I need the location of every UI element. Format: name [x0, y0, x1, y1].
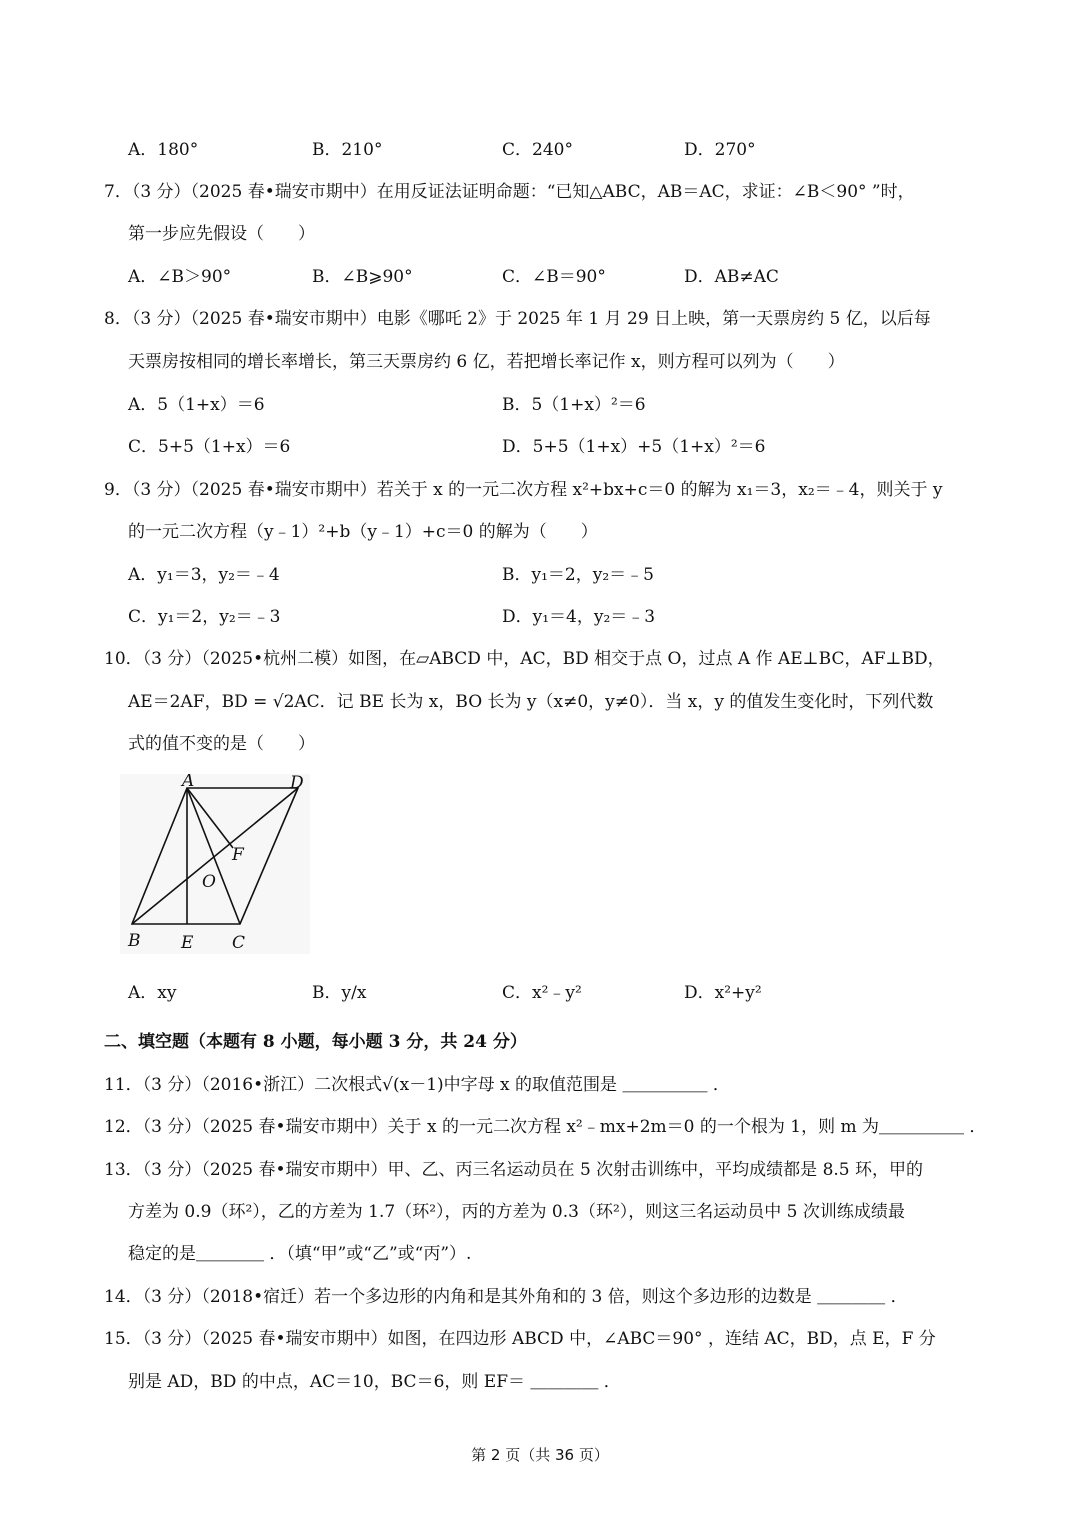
q8-option-a: A．5（1+x）＝6 — [128, 395, 265, 415]
label-a: A — [182, 774, 195, 791]
label-c: C — [232, 933, 246, 953]
q10-text-line2: AE＝2AF，BD = √2AC．记 BE 长为 x，BO 长为 y（x≠0，y≠0）．当 x，y 的值发生变化时，下列代数 — [128, 692, 934, 712]
q9-option-b: B．y₁＝2，y₂＝﹣5 — [502, 565, 654, 585]
q10-option-b: B．y/x — [312, 983, 367, 1003]
q6-option-b: B．210° — [312, 140, 383, 160]
q13-text-line2: 方差为 0.9（环²），乙的方差为 1.7（环²），丙的方差为 0.3（环²），则这三名运动员中 5 次训练成绩最 — [128, 1202, 905, 1222]
label-e: E — [181, 933, 194, 953]
q13-text-line3: 稳定的是＿＿＿＿ ．（填“甲”或“乙”或“丙”）. — [128, 1244, 472, 1264]
q13-text-line1: 13．（3 分）（2025 春•瑞安市期中）甲、乙、丙三名运动员在 5 次射击训练中，平均成绩都是 8.5 环，甲的 — [104, 1160, 924, 1180]
q9-option-a: A．y₁＝3，y₂＝﹣4 — [128, 565, 280, 585]
q9-text-line1: 9．（3 分）（2025 春•瑞安市期中）若关于 x 的一元二次方程 x²+bx+c＝0 的解为 x₁＝3，x₂＝﹣4，则关于 y — [104, 480, 943, 500]
q8-option-d: D．5+5（1+x）+5（1+x）²＝6 — [502, 437, 766, 457]
q9-option-c: C．y₁＝2，y₂＝﹣3 — [128, 607, 281, 627]
q15-text-line2: 别是 AD，BD 的中点，AC＝10，BC＝6，则 EF＝ ＿＿＿＿ ． — [128, 1372, 621, 1392]
q10-text-line1: 10．（3 分）（2025•杭州二模）如图，在▱ABCD 中，AC，BD 相交于点 O，过点 A 作 AE⊥BC，AF⊥BD， — [104, 649, 945, 669]
label-f: F — [232, 845, 244, 865]
q6-option-a: A．180° — [128, 140, 199, 160]
q7-option-b: B．∠B⩾90° — [312, 267, 413, 287]
section-2-heading: 二、填空题（本题有 8 小题，每小题 3 分，共 24 分） — [104, 1032, 527, 1052]
q11-text: 11．（3 分）（2016•浙江）二次根式√(x－1)中字母 x 的取值范围是 ＿＿＿＿＿ ． — [104, 1075, 730, 1095]
q6-option-c: C．240° — [502, 140, 573, 160]
q8-option-c: C．5+5（1+x）＝6 — [128, 437, 291, 457]
q8-text-line1: 8．（3 分）（2025 春•瑞安市期中）电影《哪吒 2》于 2025 年 1 月 29 日上映，第一天票房约 5 亿，以后每 — [104, 309, 931, 329]
q7-option-c: C．∠B＝90° — [502, 267, 606, 287]
label-b: B — [128, 931, 141, 951]
q9-text-line2: 的一元二次方程（y﹣1）²+b（y﹣1）+c＝0 的解为（ ） — [128, 522, 598, 542]
parallelogram-figure — [120, 774, 310, 954]
q7-text-line1: 7．（3 分）（2025 春•瑞安市期中）在用反证法证明命题：“已知△ABC，AB＝AC，求证：∠B＜90° ”时， — [104, 182, 915, 202]
q10-text-line3: 式的值不变的是（ ） — [128, 734, 315, 754]
label-o: O — [202, 872, 216, 892]
q14-text: 14．（3 分）（2018•宿迁）若一个多边形的内角和是其外角和的 3 倍，则这个多边形的边数是 ＿＿＿＿ ． — [104, 1287, 908, 1307]
q7-option-a: A．∠B＞90° — [128, 267, 232, 287]
q6-option-d: D．270° — [684, 140, 756, 160]
q10-option-d: D．x²+y² — [684, 983, 762, 1003]
q8-text-line2: 天票房按相同的增长率增长，第三天票房约 6 亿，若把增长率记作 x，则方程可以列为（ ） — [128, 352, 845, 372]
q15-text-line1: 15．（3 分）（2025 春•瑞安市期中）如图，在四边形 ABCD 中，∠ABC＝90° ，连结 AC，BD，点 E，F 分 — [104, 1329, 936, 1349]
q9-option-d: D．y₁＝4，y₂＝﹣3 — [502, 607, 656, 627]
page-footer: 第 2 页（共 36 页） — [471, 1446, 609, 1464]
q12-text: 12．（3 分）（2025 春•瑞安市期中）关于 x 的一元二次方程 x²﹣mx+2m＝0 的一个根为 1，则 m 为＿＿＿＿＿ ． — [104, 1117, 987, 1137]
q8-option-b: B．5（1+x）²＝6 — [502, 395, 646, 415]
q7-text-line2: 第一步应先假设（ ） — [128, 224, 315, 244]
q10-option-a: A．xy — [128, 983, 177, 1003]
q10-option-c: C．x²﹣y² — [502, 983, 582, 1003]
label-d: D — [290, 774, 304, 793]
q7-option-d: D．AB≠AC — [684, 267, 779, 287]
